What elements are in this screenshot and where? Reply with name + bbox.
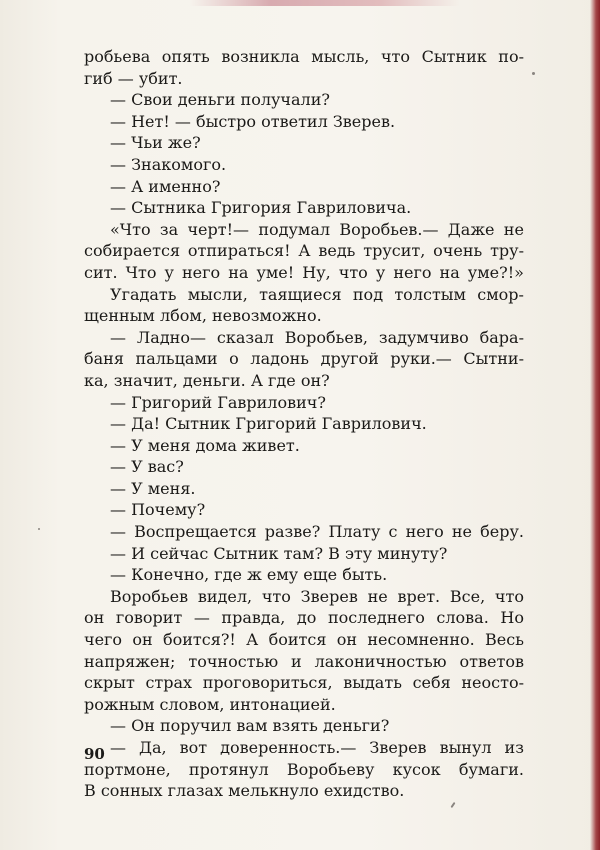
text-line: — У меня. bbox=[110, 478, 196, 498]
text-line: рожным словом, интонацией. bbox=[84, 694, 336, 714]
text-line: — Нет! — быстро ответил Зверев. bbox=[110, 111, 396, 131]
text-line: напряжен; точностью и лаконичностью ответов bbox=[84, 651, 524, 671]
text-line: — А именно? bbox=[110, 176, 221, 196]
text-line: — Чьи же? bbox=[110, 133, 201, 153]
text-line: — Он поручил вам взять деньги? bbox=[110, 716, 390, 736]
text-line: сит. Что у него на уме! Ну, что у него на уме?!» bbox=[84, 262, 524, 282]
paper-speck bbox=[450, 802, 455, 808]
text-line: робьева опять возникла мысль, что Сытник по- bbox=[84, 47, 524, 66]
text-line: Угадать мысли, таящиеся под толстым смор- bbox=[110, 284, 524, 304]
text-line: ка, значит, деньги. А где он? bbox=[84, 370, 330, 390]
text-line: гиб — убит. bbox=[84, 68, 183, 88]
text-line: — И сейчас Сытник там? В эту минуту? bbox=[110, 543, 448, 563]
text-line: — Сытника Григория Гавриловича. bbox=[110, 198, 412, 218]
text-line: — Да! Сытник Григорий Гаврилович. bbox=[110, 414, 427, 434]
text-line: — Почему? bbox=[110, 500, 206, 520]
paper-speck bbox=[532, 72, 535, 75]
book-binding-edge bbox=[590, 0, 600, 850]
text-line: он говорит — правда, до последнего слова. Но bbox=[84, 608, 524, 628]
top-edge-stain bbox=[190, 0, 460, 6]
text-line: — Да, вот доверенность.— Зверев вынул из bbox=[110, 738, 524, 757]
text-line: — Конечно, где ж ему еще быть. bbox=[110, 565, 388, 585]
text-line: щенным лбом, невозможно. bbox=[84, 306, 322, 326]
text-line: скрыт страх проговориться, выдать себя неосто- bbox=[84, 673, 524, 693]
text-line: собирается отпираться! А ведь трусит, очень тру- bbox=[84, 241, 524, 261]
text-line: — У меня дома живет. bbox=[110, 435, 300, 455]
paper-speck bbox=[38, 528, 40, 530]
text-line: портмоне, протянул Воробьеву кусок бумаги. bbox=[84, 759, 524, 779]
text-line: Воробьев видел, что Зверев не врет. Все, что bbox=[110, 586, 524, 606]
text-line: — Ладно— сказал Воробьев, задумчиво бара- bbox=[110, 327, 524, 347]
text-line: — У вас? bbox=[110, 457, 184, 477]
body-text bbox=[84, 46, 524, 802]
text-line: В сонных глазах мелькнуло ехидство. bbox=[84, 781, 405, 801]
text-line: — Воспрещается разве? Плату с него не беру. bbox=[110, 522, 524, 542]
text-line: — Знакомого. bbox=[110, 154, 227, 174]
text-line: «Что за черт!— подумал Воробьев.— Даже не bbox=[110, 219, 524, 239]
page-number: 90 bbox=[84, 745, 105, 763]
text-line: — Свои деньги получали? bbox=[110, 90, 330, 110]
text-line: — Григорий Гаврилович? bbox=[110, 392, 326, 412]
text-line: чего он боится?! А боится он несомненно. Весь bbox=[84, 630, 524, 650]
text-line: баня пальцами о ладонь другой руки.— Сытни- bbox=[84, 349, 524, 369]
